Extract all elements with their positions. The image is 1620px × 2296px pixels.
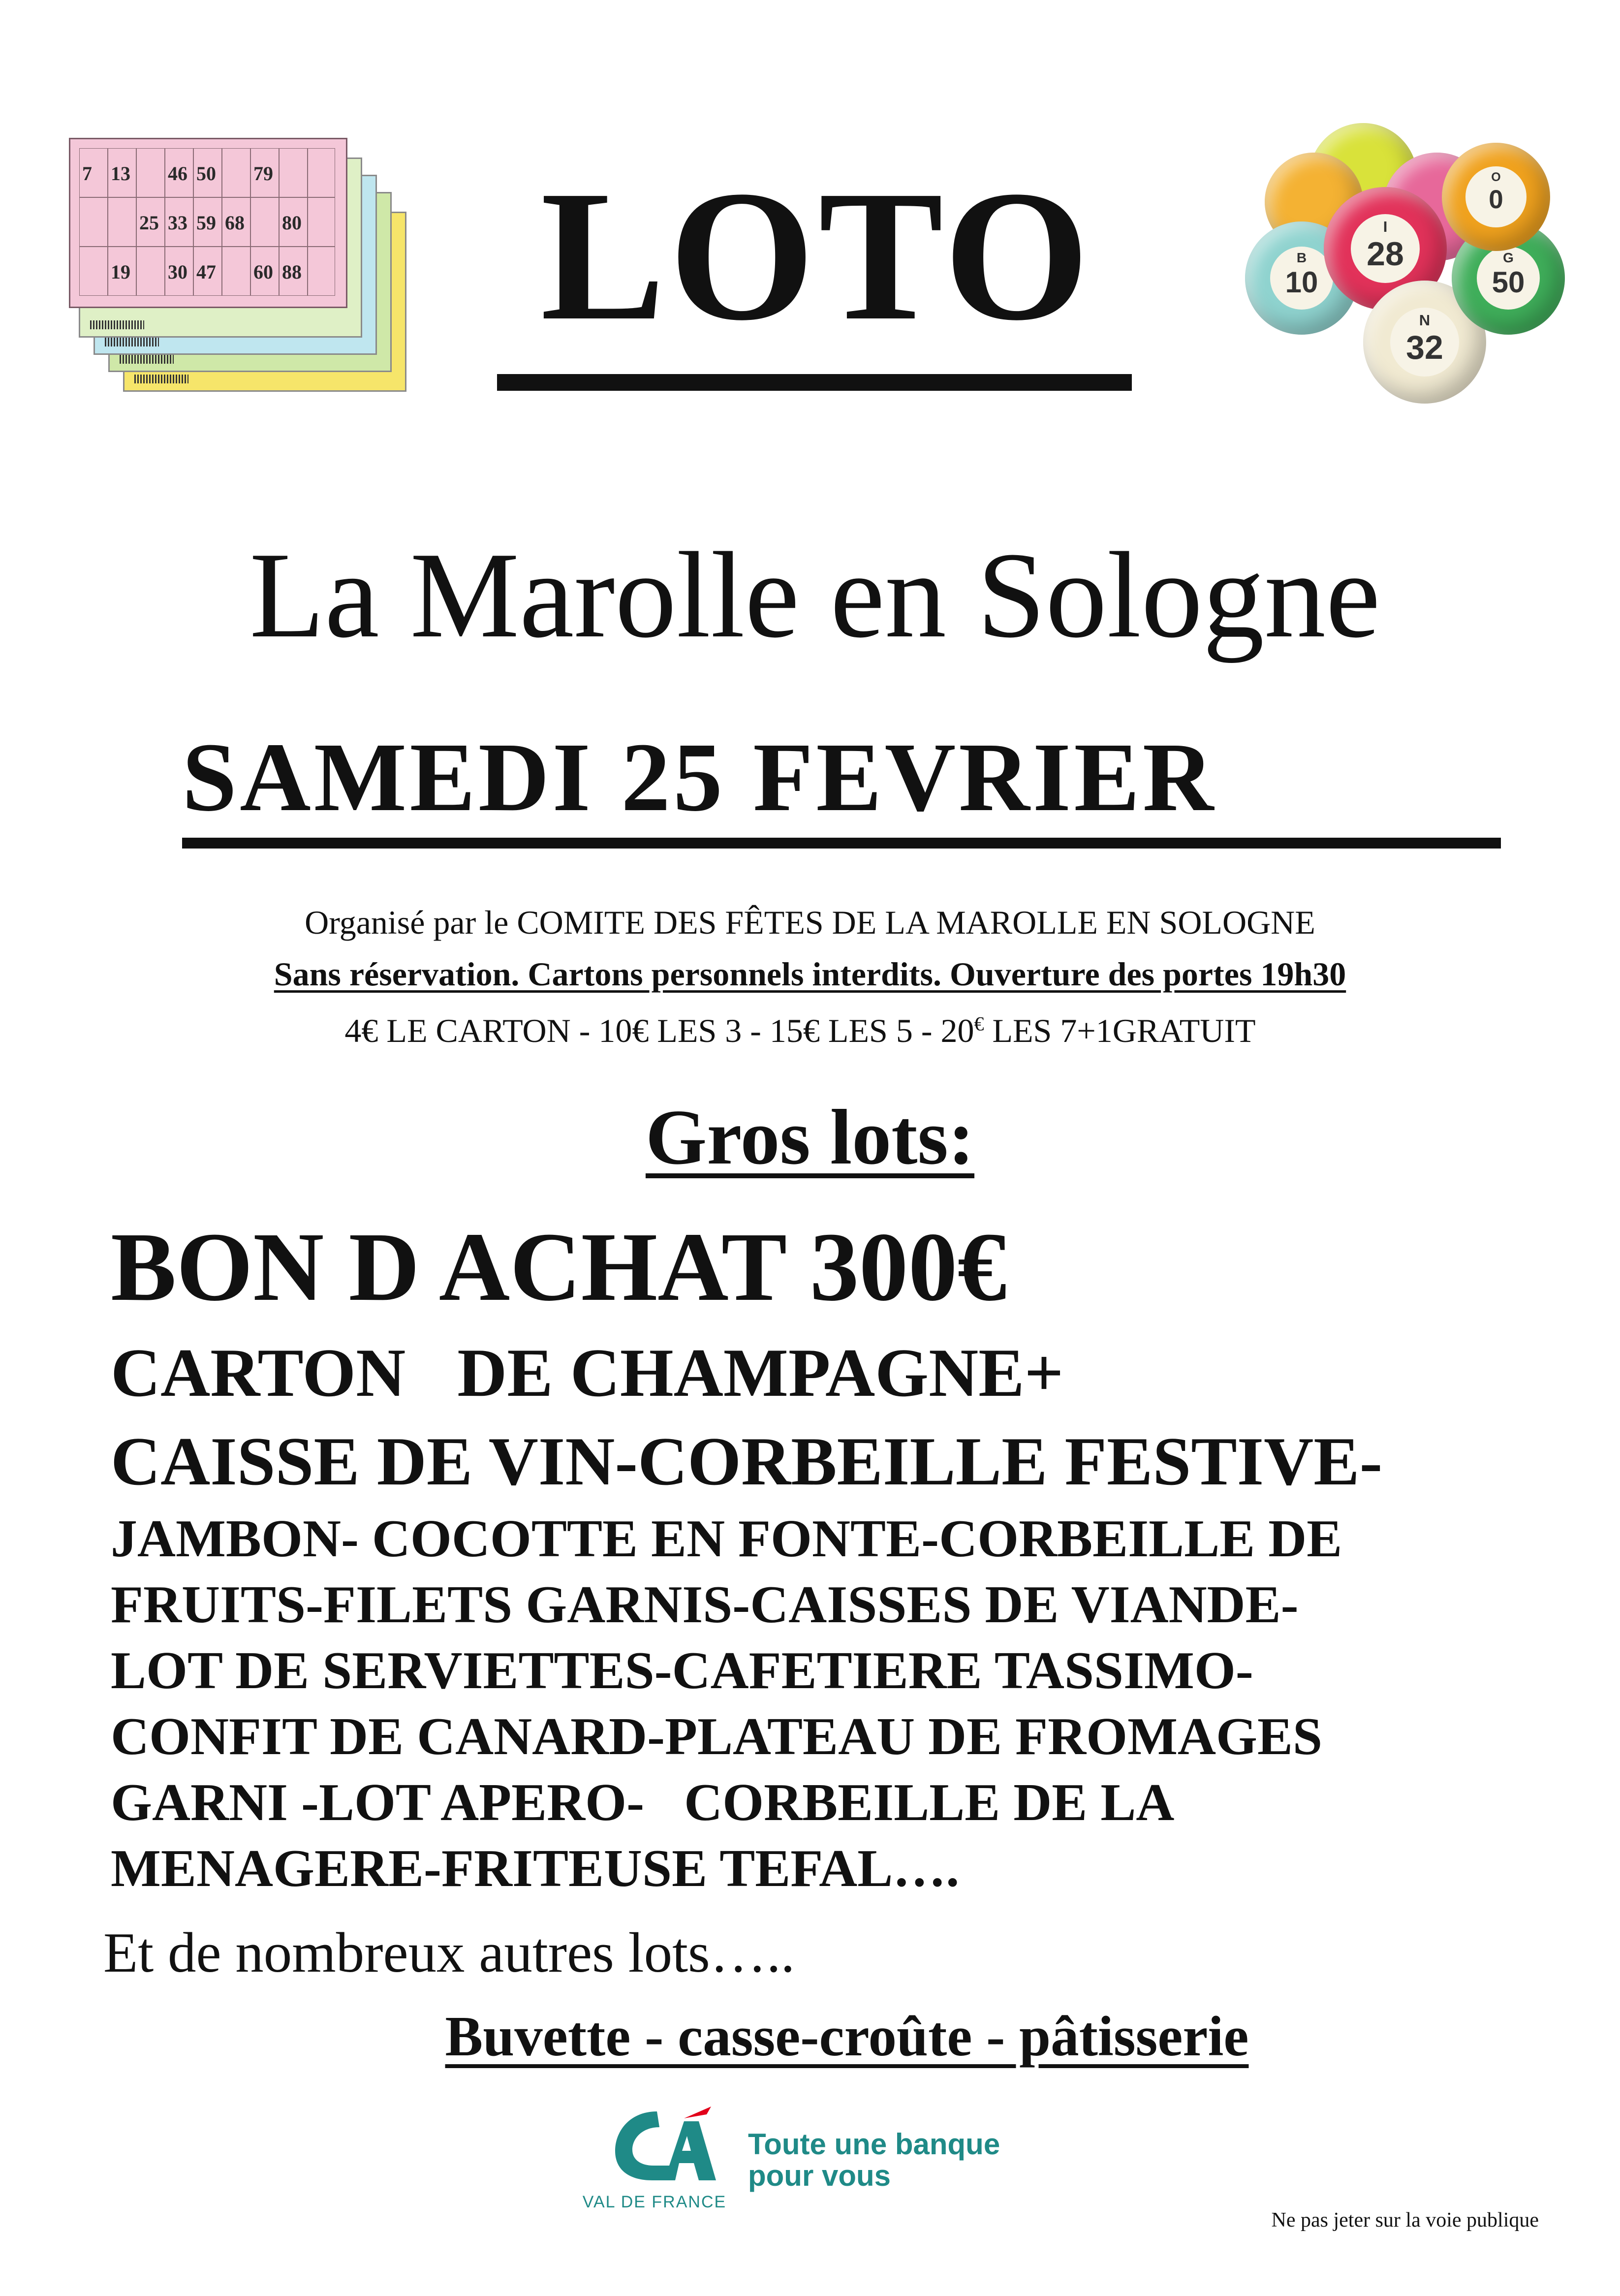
bingo-card-number: 25 xyxy=(139,212,159,234)
bingo-ball-number: 50 xyxy=(1492,266,1525,299)
bingo-card-number: 68 xyxy=(225,212,245,234)
refreshments-text: Buvette - casse-croûte - pâtisserie xyxy=(445,2005,1249,2068)
other-prizes-note: Et de nombreux autres lots….. xyxy=(103,1921,795,1984)
slogan-line-2: pour vous xyxy=(748,2159,891,2192)
bingo-ball-letter: N xyxy=(1419,312,1431,329)
footer-note: Ne pas jeter sur la voie publique xyxy=(1271,2209,1539,2232)
event-town: La Marolle en Sologne xyxy=(249,527,1380,663)
event-date: SAMEDI 25 FEVRIER xyxy=(182,723,1217,832)
bingo-ball-number: 10 xyxy=(1285,266,1318,299)
price-line xyxy=(0,1014,1620,1047)
bingo-balls-illustration xyxy=(1245,123,1565,418)
prize-second: CARTON DE CHAMPAGNE+ xyxy=(111,1335,1064,1411)
bingo-ball-letter: G xyxy=(1503,250,1514,266)
organizer-line: Organisé par le COMITE DES FÊTES DE LA MAROLLE EN SOLOGNE xyxy=(305,904,1315,941)
prizes-heading xyxy=(0,1093,1620,1181)
prize-line: FRUITS-FILETS GARNIS-CAISSES DE VIANDE- xyxy=(111,1575,1299,1634)
price-superscript: € xyxy=(974,1012,984,1035)
prize-line: JAMBON- COCOTTE EN FONTE-CORBEILLE DE xyxy=(111,1510,1342,1568)
bingo-card-number: 47 xyxy=(196,261,216,283)
date-underline xyxy=(182,838,1501,849)
price-text-part2: LES 7+1GRATUIT xyxy=(984,1012,1256,1049)
bingo-ball-letter: I xyxy=(1383,218,1388,236)
bingo-card-number: 19 xyxy=(111,261,130,283)
reservation-notice xyxy=(0,957,1620,991)
bingo-card-number: 50 xyxy=(196,162,216,185)
bingo-ball-number: 0 xyxy=(1489,185,1503,215)
bingo-card-number: 13 xyxy=(111,162,130,185)
bingo-cards-illustration xyxy=(69,138,404,413)
bingo-card-number: 59 xyxy=(196,212,216,234)
bingo-ball-letter: O xyxy=(1491,170,1501,184)
slogan-line-1: Toute une banque xyxy=(748,2128,1000,2161)
bingo-ball-face xyxy=(1351,214,1420,283)
prize-list xyxy=(111,1506,1538,1902)
prizes-heading-text: Gros lots: xyxy=(645,1093,975,1181)
bingo-card-number: 30 xyxy=(168,261,187,283)
bingo-card-pink xyxy=(69,138,347,308)
sponsor-block xyxy=(576,2102,1019,2225)
prize-main: BON D ACHAT 300€ xyxy=(111,1213,1007,1321)
prize-line: MENAGERE-FRITEUSE TEFAL…. xyxy=(111,1839,960,1898)
price-text-part1: 4€ LE CARTON - 10€ LES 3 - 15€ LES 5 - 20 xyxy=(344,1012,974,1049)
reservation-notice-text: Sans réservation. Cartons personnels interdits. Ouverture des portes 19h30 xyxy=(274,955,1346,993)
title-underline xyxy=(497,374,1132,391)
bingo-card-number: 60 xyxy=(253,261,273,283)
bingo-card-number: 7 xyxy=(82,162,92,185)
prize-line: CONFIT DE CANARD-PLATEAU DE FROMAGES xyxy=(111,1707,1323,1766)
bingo-card-number: 33 xyxy=(168,212,187,234)
prize-line: LOT DE SERVIETTES-CAFETIERE TASSIMO- xyxy=(111,1641,1253,1700)
credit-agricole-logo xyxy=(610,2102,718,2185)
poster-title: LOTO xyxy=(540,152,1093,359)
sponsor-region: VAL DE FRANCE xyxy=(582,2193,727,2211)
bingo-ball-number: 32 xyxy=(1406,329,1443,366)
bingo-ball-letter: B xyxy=(1296,250,1307,266)
bingo-ball-face xyxy=(1390,308,1459,377)
bingo-card-number: 79 xyxy=(253,162,273,185)
prize-line: GARNI -LOT APERO- CORBEILLE DE LA xyxy=(111,1773,1175,1832)
prize-third: CAISSE DE VIN-CORBEILLE FESTIVE- xyxy=(111,1423,1383,1500)
bingo-card-numbers xyxy=(79,148,335,296)
bingo-card-number: 88 xyxy=(282,261,302,283)
bingo-card-number: 80 xyxy=(282,212,302,234)
bingo-ball-face xyxy=(1465,166,1526,227)
refreshments xyxy=(0,2005,1620,2068)
sponsor-slogan xyxy=(748,2129,1000,2192)
bingo-ball xyxy=(1442,143,1550,251)
bingo-card-number: 46 xyxy=(168,162,187,185)
bingo-ball-number: 28 xyxy=(1367,235,1404,273)
bingo-ball-face xyxy=(1477,247,1540,310)
